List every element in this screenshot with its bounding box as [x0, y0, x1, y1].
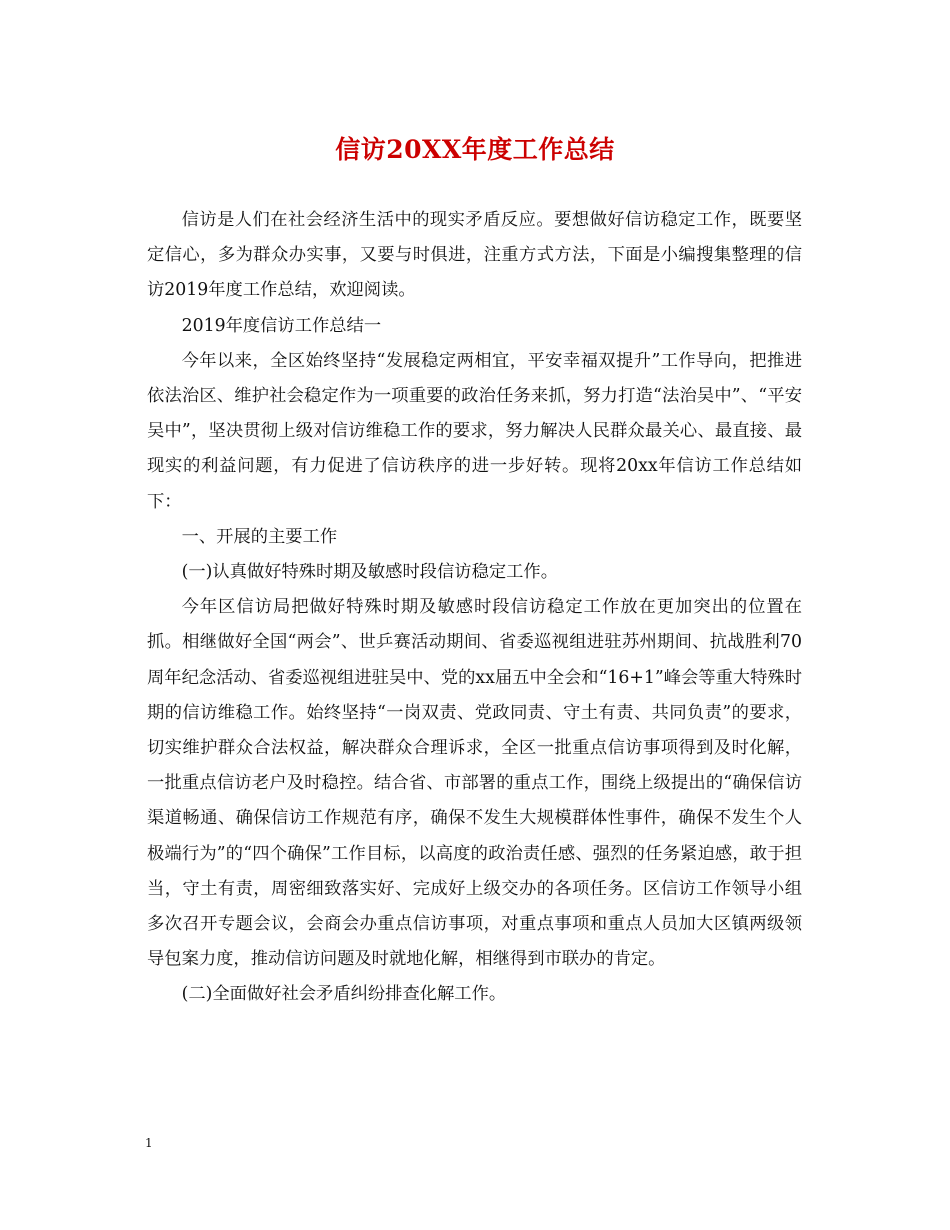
- paragraph-subheading-1-body: 今年区信访局把做好特殊时期及敏感时段信访稳定工作放在更加突出的位置在抓。相继做好全国“两会”、世乒赛活动期间、省委巡视组进驻苏州期间、抗战胜利70周年纪念活动、省委巡视组进驻吴中、党的xx届五中全会和“16+1”峰会等重大特殊时期的信访维稳工作。始终坚持“一岗双责、党政同责、守土有责、共同负责”的要求，切实维护群众合法权益，解决群众合理诉求，全区一批重点信访事项得到及时化解，一批重点信访老户及时稳控。结合省、市部署的重点工作，围绕上级提出的“确保信访渠道畅通、确保信访工作规范有序，确保不发生大规模群体性事件，确保不发生个人极端行为”的“四个确保”工作目标，以高度的政治责任感、强烈的任务紧迫感，敢于担当，守土有责，周密细致落实好、完成好上级交办的各项任务。区信访工作领导小组多次召开专题会议，会商会办重点信访事项，对重点事项和重点人员加大区镇两级领导包案力度，推动信访问题及时就地化解，相继得到市联办的肯定。: [147, 597, 802, 970]
- paragraph-overview: 今年以来，全区始终坚持“发展稳定两相宜，平安幸福双提升”工作导向，把推进依法治区、维护社会稳定作为一项重要的政治任务来抓，努力打造“法治吴中”、“平安吴中”，坚决贯彻上级对信访维稳工作的要求，努力解决人民群众最关心、最直接、最现实的利益问题，有力促进了信访秩序的进一步好转。现将20xx年信访工作总结如下：: [147, 350, 802, 512]
- paragraph-main-work-heading: 一、开展的主要工作: [181, 526, 338, 547]
- paragraph-intro: 信访是人们在社会经济生活中的现实矛盾反应。要想做好信访稳定工作，既要坚定信心，多为群众办实事，又要与时俱进，注重方式方法，下面是小编搜集整理的信访2019年度工作总结，欢迎阅读。: [147, 210, 802, 301]
- document-title: 信访20XX年度工作总结: [335, 135, 615, 164]
- paragraph-subheading-1: (一)认真做好特殊时期及敏感时段信访稳定工作。: [181, 562, 558, 583]
- page-number: 1: [145, 1136, 153, 1150]
- paragraph-subheading-2: (二)全面做好社会矛盾纠纷排查化解工作。: [181, 984, 507, 1005]
- paragraph-section-heading: 2019年度信访工作总结一: [181, 315, 382, 336]
- document-body: [147, 203, 802, 1013]
